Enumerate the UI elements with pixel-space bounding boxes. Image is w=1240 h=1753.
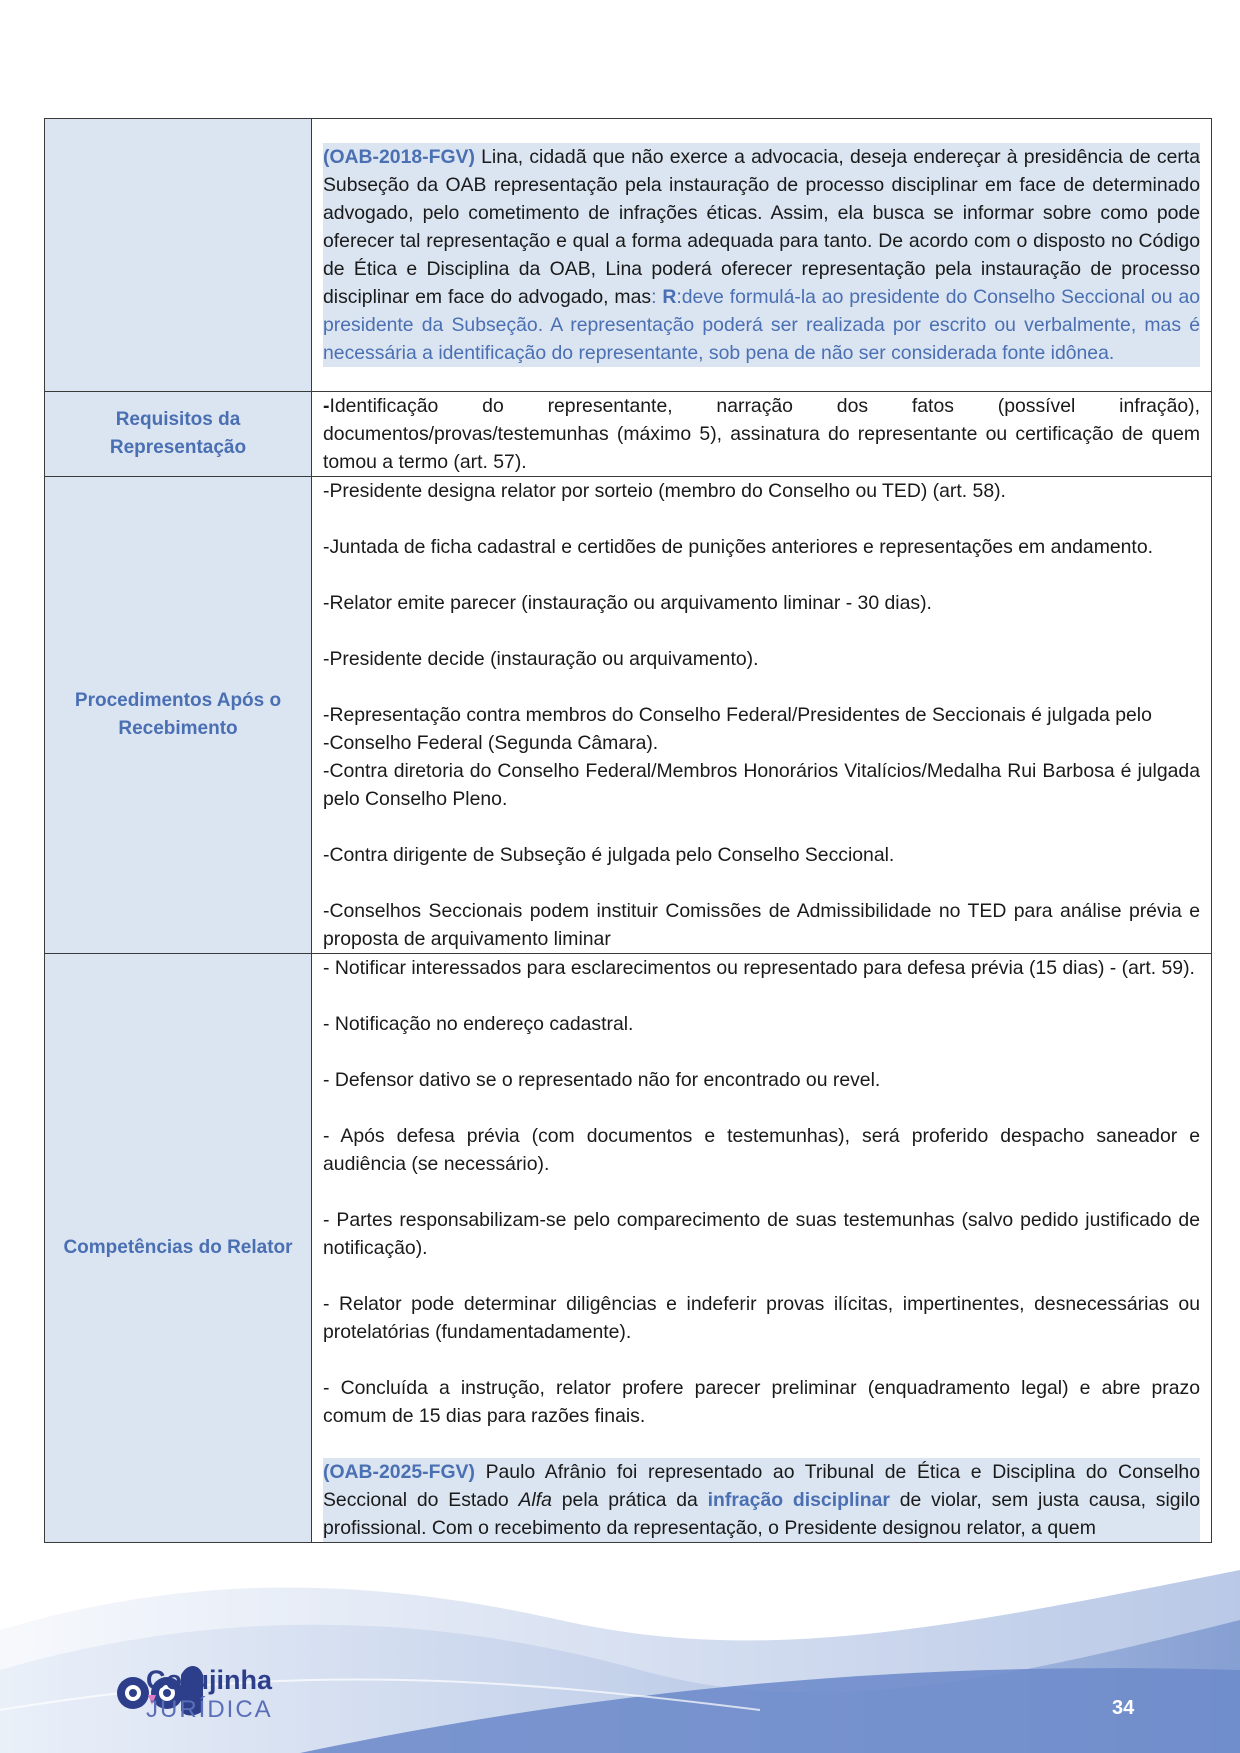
row-label-empty [45, 119, 312, 392]
list-item: - Notificação no endereço cadastral. [323, 1013, 634, 1035]
competencias-list [323, 954, 1200, 1458]
procedimentos-list [323, 477, 1200, 953]
blank-line [323, 1262, 1200, 1290]
table-row-competencias [45, 954, 1212, 1543]
question-2018: (OAB-2018-FGV) Lina, cidadã que não exerce a advocacia, deseja endereçar à presidência de certa Subseção da OAB representação pela instauração de processo disciplinar em face de determinado advogado, pelo cometimento de infrações éticas. Assim, ela busca se informar sobre como pode oferecer tal representação e qual a forma adequada para tanto. De acordo com o disposto no Código de Ética e Disciplina da OAB, Lina poderá oferecer representação pela instauração de processo disciplinar em face do advogado, mas: R:deve formulá-la ao presidente do Conselho Seccional ou ao presidente da Subseção. A representação poderá ser realizada por escrito ou verbalmente, mas é necessária a identificação do representante, sob pena de não ser considerada fonte idônea. [323, 143, 1200, 367]
list-item: - Após defesa prévia (com documentos e testemunhas), será proferido despacho saneador e audiência (se necessário). [323, 1125, 1200, 1175]
blank-line [323, 505, 1200, 533]
infracao-link: infração disciplinar [707, 1489, 890, 1511]
blank-line [323, 673, 1200, 701]
list-item: -Conselhos Seccionais podem instituir Comissões de Admissibilidade no TED para análise prévia e proposta de arquivamento liminar [323, 900, 1200, 950]
blank-line [323, 1430, 1200, 1458]
content-table [44, 118, 1212, 1543]
competencias-cell [312, 954, 1212, 1543]
list-item: - Defensor dativo se o representado não for encontrado ou revel. [323, 1069, 881, 1091]
row-label-competencias: Competências do Relator [45, 954, 312, 1543]
table-row-requisitos [45, 392, 1212, 477]
table-row-procedimentos [45, 477, 1212, 954]
list-item: -Juntada de ficha cadastral e certidões de punições anteriores e representações em andamento. [323, 536, 1153, 558]
question-tag: (OAB-2018-FGV) [323, 146, 475, 168]
answer-text: :deve formulá-la ao presidente do Conselho Seccional ou ao presidente da Subseção. A representação poderá ser realizada por escrito ou verbalmente, mas é necessária a identificação do representante, sob pena de não ser considerada fonte idônea. [323, 286, 1201, 364]
blank-line [323, 869, 1200, 897]
page-number: 34 [1112, 1697, 1135, 1719]
procedimentos-cell [312, 477, 1212, 954]
blank-line [323, 1094, 1200, 1122]
table-row-question-2018 [45, 119, 1212, 392]
question-2025: (OAB-2025-FGV) Paulo Afrânio foi representado ao Tribunal de Ética e Disciplina do Conselho Seccional do Estado Alfa pela prática da infração disciplinar de violar, sem justa causa, sigilo profissional. Com o recebimento da representação, o Presidente designou relator, a quem [323, 1458, 1200, 1542]
list-item: -Presidente decide (instauração ou arquivamento). [323, 648, 759, 670]
list-item: - Relator pode determinar diligências e indeferir provas ilícitas, impertinentes, desnecessárias ou protelatórias (fundamentadamente). [323, 1293, 1200, 1343]
list-item: -Presidente designa relator por sorteio (membro do Conselho ou TED) (art. 58). [323, 480, 1006, 502]
list-item: -Representação contra membros do Conselho Federal/Presidentes de Seccionais é julgada pelo [323, 704, 1152, 726]
list-item: -Conselho Federal (Segunda Câmara). [323, 732, 659, 754]
question-2018-cell [312, 119, 1212, 392]
list-item: - Concluída a instrução, relator profere parecer preliminar (enquadramento legal) e abre prazo comum de 15 dias para razões finais. [323, 1377, 1200, 1427]
brand-name: Corujinha [146, 1665, 272, 1695]
row-label-requisitos: Requisitos da Representação [45, 392, 312, 477]
blank-line [323, 1038, 1200, 1066]
blank-line [323, 561, 1200, 589]
list-item: -Contra diretoria do Conselho Federal/Membros Honorários Vitalícios/Medalha Rui Barbosa é julgada pelo Conselho Pleno. [323, 760, 1200, 810]
requisitos-text: -Identificação do representante, narração dos fatos (possível infração), documentos/provas/testemunhas (máximo 5), assinatura do representante ou certificação de quem tomou a termo (art. 57). [323, 395, 1200, 473]
requisitos-cell [312, 392, 1212, 477]
blank-line [323, 982, 1200, 1010]
blank-line [323, 617, 1200, 645]
list-item: - Partes responsabilizam-se pelo comparecimento de suas testemunhas (salvo pedido justificado de notificação). [323, 1209, 1200, 1259]
list-item: -Relator emite parecer (instauração ou arquivamento liminar - 30 dias). [323, 592, 932, 614]
list-item: - Notificar interessados para esclarecimentos ou representado para defesa prévia (15 dias) - (art. 59). [323, 957, 1195, 979]
list-item: -Contra dirigente de Subseção é julgada pelo Conselho Seccional. [323, 844, 895, 866]
blank-line [323, 1346, 1200, 1374]
answer-marker: R [662, 286, 677, 308]
blank-line [323, 1178, 1200, 1206]
blank-line [323, 813, 1200, 841]
row-label-procedimentos: Procedimentos Após o Recebimento [45, 477, 312, 954]
brand-subtitle: JURÍDICA [146, 1696, 273, 1723]
